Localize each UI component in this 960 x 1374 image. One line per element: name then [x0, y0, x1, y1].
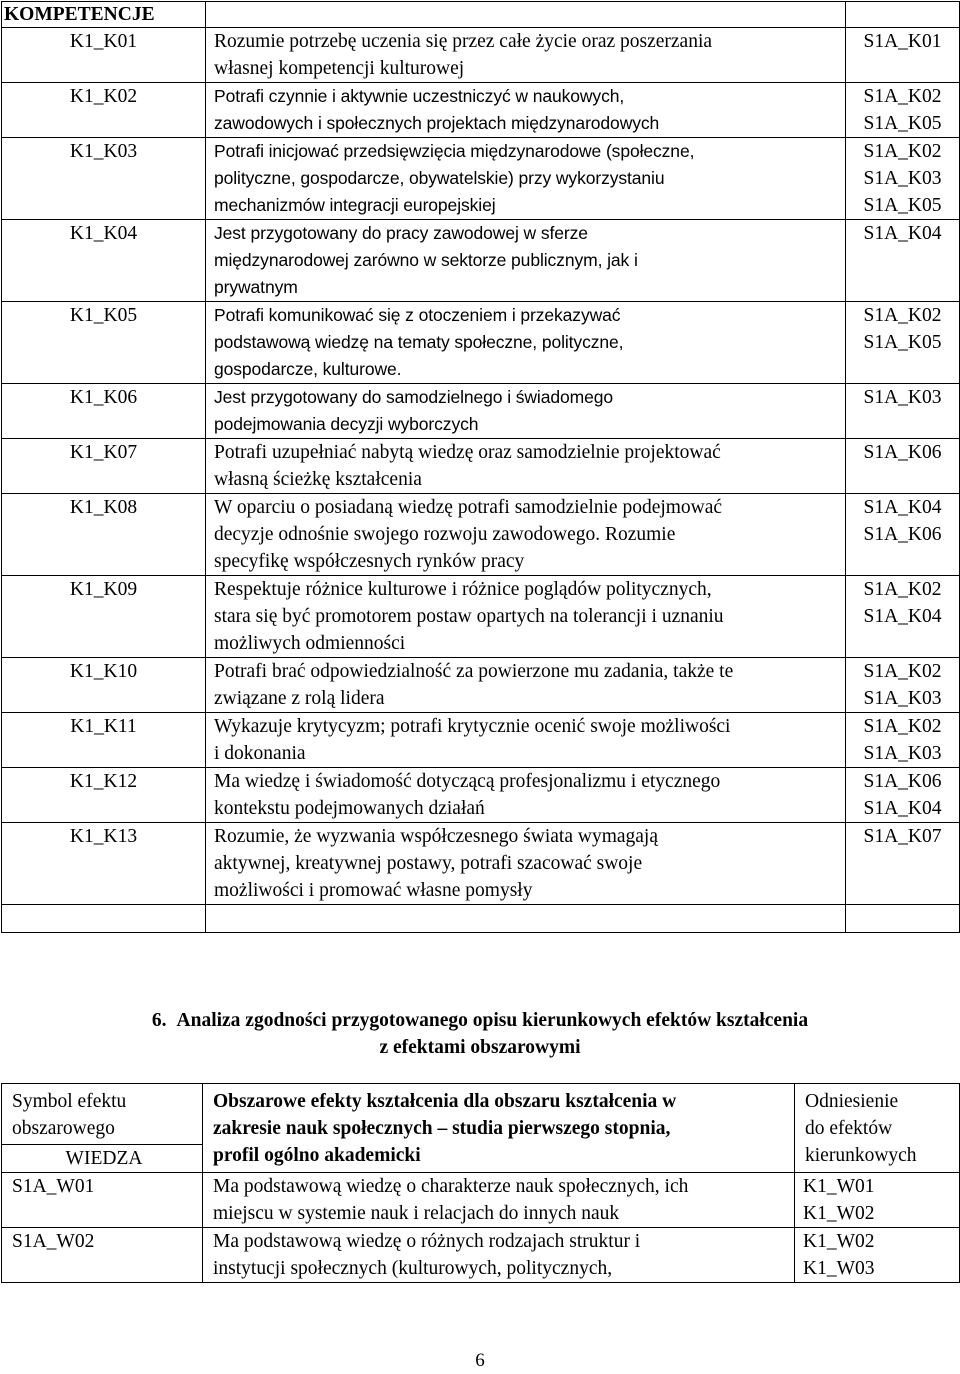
area-description: Ma podstawową wiedzę o charakterze nauk społecznych, ich miejscu w systemie nauk i relacjach do innych nauk: [203, 1173, 795, 1228]
competence-refs: S1A_K04: [846, 220, 960, 302]
competence-description: Jest przygotowany do pracy zawodowej w sferze międzynarodowej zarówno w sektorze publicznym, jak i prywatnym: [206, 220, 846, 302]
competence-refs: S1A_K02 S1A_K05: [846, 83, 960, 138]
competence-row: [2, 384, 960, 439]
competence-refs: S1A_K03: [846, 384, 960, 439]
competence-code: K1_K10: [2, 658, 206, 713]
competence-refs: S1A_K07: [846, 823, 960, 905]
competence-row: [2, 138, 960, 220]
section-number: 6.: [151, 1010, 167, 1031]
competence-code: [2, 905, 206, 933]
area-refs: K1_W02 K1_W03: [795, 1228, 960, 1283]
competence-description: Wykazuje krytycyzm; potrafi krytycznie ocenić swoje możliwości i dokonania: [206, 713, 846, 768]
section-title-line1: Analiza zgodności przygotowanego opisu kierunkowych efektów kształcenia: [176, 1010, 809, 1031]
competence-description: Potrafi uzupełniać nabytą wiedzę oraz samodzielnie projektować własną ścieżkę kształcenia: [206, 439, 846, 494]
competence-description: Potrafi komunikować się z otoczeniem i przekazywać podstawową wiedzę na tematy społeczne, polityczne, gospodarcze, kulturowe.: [206, 302, 846, 384]
competence-refs: S1A_K01: [846, 28, 960, 83]
competence-row: [2, 220, 960, 302]
competence-description: Ma wiedzę i świadomość dotyczącą profesjonalizmu i etycznego kontekstu podejmowanych działań: [206, 768, 846, 823]
competences-table: [1, 1, 960, 933]
area-description: Ma podstawową wiedzę o różnych rodzajach struktur i instytucji społecznych (kulturowych, politycznych,: [203, 1228, 795, 1283]
header-reference: Odniesienie do efektów kierunkowych: [795, 1084, 960, 1173]
competence-refs: S1A_K02 S1A_K05: [846, 302, 960, 384]
competence-description: [206, 905, 846, 933]
area-symbol: S1A_W02: [2, 1228, 203, 1283]
competence-code: K1_K04: [2, 220, 206, 302]
competence-row: [2, 576, 960, 658]
competence-description: Jest przygotowany do samodzielnego i świadomego podejmowania decyzji wyborczych: [206, 384, 846, 439]
competence-row: [2, 658, 960, 713]
competences-header-blank: [206, 2, 846, 28]
competence-row: [2, 823, 960, 905]
competence-description: Potrafi brać odpowiedzialność za powierzone mu zadania, także te związane z rolą lidera: [206, 658, 846, 713]
competence-row: [2, 302, 960, 384]
competence-row: [2, 905, 960, 933]
competence-row: [2, 83, 960, 138]
competences-header: KOMPETENCJE: [2, 2, 206, 28]
competence-refs: S1A_K02 S1A_K03 S1A_K05: [846, 138, 960, 220]
competence-code: K1_K11: [2, 713, 206, 768]
competence-refs: S1A_K06 S1A_K04: [846, 768, 960, 823]
competence-code: K1_K07: [2, 439, 206, 494]
competence-code: K1_K12: [2, 768, 206, 823]
competence-code: K1_K08: [2, 494, 206, 576]
header-symbol: Symbol efektu obszarowego: [2, 1084, 203, 1145]
area-effects-table: [1, 1083, 960, 1283]
competence-description: Potrafi czynnie i aktywnie uczestniczyć w naukowych, zawodowych i społecznych projektach międzynarodowych: [206, 83, 846, 138]
competence-refs: S1A_K06: [846, 439, 960, 494]
competence-row: [2, 713, 960, 768]
competences-header-blank: [846, 2, 960, 28]
competence-code: K1_K05: [2, 302, 206, 384]
competence-refs: S1A_K02 S1A_K03: [846, 658, 960, 713]
competence-description: W oparciu o posiadaną wiedzę potrafi samodzielnie podejmować decyzje odnośnie swojego rozwoju zawodowego. Rozumie specyfikę współczesnych rynków pracy: [206, 494, 846, 576]
competence-row: [2, 494, 960, 576]
competence-refs: S1A_K02 S1A_K04: [846, 576, 960, 658]
area-symbol: S1A_W01: [2, 1173, 203, 1228]
competence-row: [2, 439, 960, 494]
competence-description: Respektuje różnice kulturowe i różnice poglądów politycznych, stara się być promotorem postaw opartych na tolerancji i uznaniu możliwych odmienności: [206, 576, 846, 658]
competence-code: K1_K13: [2, 823, 206, 905]
area-effect-row: [2, 1173, 960, 1228]
competence-description: Potrafi inicjować przedsięwzięcia międzynarodowe (społeczne, polityczne, gospodarcze, obywatelskie) przy wykorzystaniu mechanizmów integracji europejskiej: [206, 138, 846, 220]
section-title-line2: z efektami obszarowymi: [379, 1037, 581, 1058]
section-6-heading: [0, 1007, 960, 1061]
category-label: WIEDZA: [2, 1145, 203, 1173]
competence-code: K1_K02: [2, 83, 206, 138]
competence-refs: S1A_K04 S1A_K06: [846, 494, 960, 576]
competence-description: Rozumie potrzebę uczenia się przez całe życie oraz poszerzania własnej kompetencji kulturowej: [206, 28, 846, 83]
competence-row: [2, 768, 960, 823]
competence-code: K1_K06: [2, 384, 206, 439]
competence-code: K1_K01: [2, 28, 206, 83]
area-refs: K1_W01 K1_W02: [795, 1173, 960, 1228]
competence-row: [2, 28, 960, 83]
competence-refs: S1A_K02 S1A_K03: [846, 713, 960, 768]
competence-code: K1_K03: [2, 138, 206, 220]
area-effect-row: [2, 1228, 960, 1283]
competence-refs: [846, 905, 960, 933]
header-description: Obszarowe efekty kształcenia dla obszaru kształcenia w zakresie nauk społecznych – studia pierwszego stopnia, profil ogólno akademicki: [203, 1084, 795, 1173]
competence-description: Rozumie, że wyzwania współczesnego świata wymagają aktywnej, kreatywnej postawy, potrafi szacować swoje możliwości i promować własne pomysły: [206, 823, 846, 905]
page-number: 6: [475, 1350, 485, 1371]
competence-code: K1_K09: [2, 576, 206, 658]
